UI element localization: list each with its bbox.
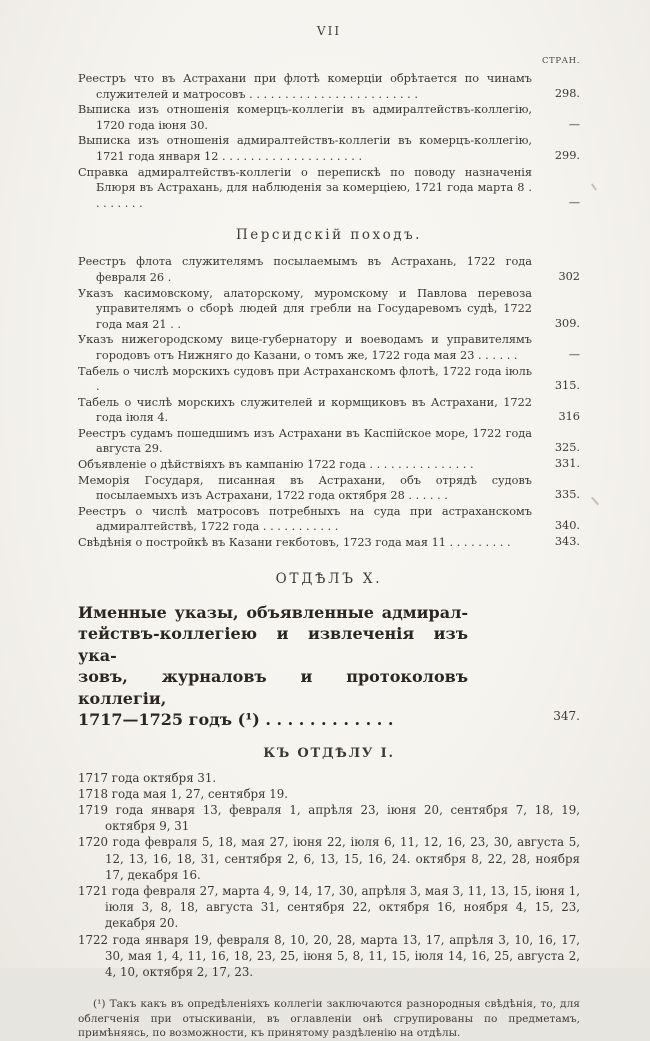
date-line: 1718 года мая 1, 27, сентября 19. (78, 786, 289, 801)
toc-entry (78, 254, 580, 285)
toc-entry-page: — (568, 117, 580, 131)
otdel-x-entry-line: Именные указы, объявленные адмирал- (78, 602, 468, 622)
toc-entry (78, 426, 580, 457)
toc-entry-page: 315. (554, 379, 580, 393)
footnote (78, 997, 580, 1041)
toc-entry-page: 316 (558, 410, 580, 424)
toc-top-list (78, 71, 580, 211)
toc-entry (78, 102, 580, 133)
pencil-mark-icon (591, 497, 599, 506)
toc-entry-text: Табель о числѣ морскихъ служителей и кормщиковъ въ Астрахани, 1722 года іюля 4. (78, 395, 532, 425)
toc-entry (78, 133, 580, 164)
otdel-x-entry-line: зовъ, журналовъ и протоколовъ коллегіи, (78, 667, 468, 708)
toc-entry-text: Реестръ флота служителямъ посылаемымъ въ Астрахань, 1722 года февраля 26 . (78, 255, 532, 284)
toc-entry-page: 299. (554, 148, 580, 162)
pencil-mark-icon (591, 183, 597, 191)
toc-entry-text: Реестръ судамъ пошедшимъ изъ Астрахани въ Каспійское море, 1722 года августа 29. (78, 426, 532, 456)
toc-entry-text: Указъ нижегородскому вице-губернатору и воеводамъ и управителямъ городовъ отъ Нижняго до Казани, о томъ же, 1722 года мая 23 . . . . . . (78, 333, 532, 362)
toc-entry (78, 364, 580, 395)
page-folio: VII (316, 24, 342, 38)
toc-entry-page: 309. (554, 316, 580, 330)
persian-campaign-list (78, 254, 580, 550)
date-line: 1720 года февраля 5, 18, мая 27, іюня 22, іюля 6, 11, 12, 16, 23, 30, августа 5, 12, 13, 16, 18, 31, сентября 2, 6, 13, 15, 16, 24. октября 8, 22, 28, ноября 17, декабря 16. (78, 835, 580, 882)
toc-entry-text: Выписка изъ отношенія адмиралтействъ-коллегіи въ комерцъ-коллегію, 1721 года января 12 . . . . . . . . . . . . . . . . . . . . (78, 134, 532, 163)
k-otdelu-heading: КЪ ОТДѢЛУ I. (263, 745, 395, 761)
toc-entry-text: Выписка изъ отношенія комерцъ-коллегіи въ адмиралтействъ-коллегію, 1720 года іюня 30. (78, 103, 532, 132)
persian-campaign-heading: Персидскій походъ. (236, 227, 422, 244)
toc-entry (78, 71, 580, 102)
toc-entry-text: Объявленіе о дѣйствіяхъ въ кампанію 1722 года . . . . . . . . . . . . . . . (78, 458, 474, 472)
toc-entry-page: 325. (554, 441, 580, 455)
otdel-x-heading: ОТДѢЛЪ X. (275, 570, 383, 587)
otdel-x-entry-line: 1717—1725 годъ (¹) . . . . . . . . . . . . (78, 710, 394, 730)
k-otdelu-dates (78, 770, 580, 981)
toc-entry-text: Меморія Государя, писанная въ Астрахани, объ отрядѣ судовъ посылаемыхъ изъ Астрахани, 1722 года октября 28 . . . . . . (78, 473, 532, 503)
toc-entry-page: 335. (554, 488, 580, 502)
toc-entry-text: Реестръ что въ Астрахани при флотѣ комерціи обрѣтается по чинамъ служителей и матросовъ . . . . . . . . . . . . . . . . . . . . . . . . (78, 72, 532, 101)
toc-entry (78, 457, 580, 473)
toc-entry (78, 165, 580, 212)
toc-entry (78, 332, 580, 363)
toc-entry-page: — (568, 347, 580, 361)
toc-entry-text: Справка адмиралтействъ-коллегіи о перепискѣ по поводу назначенія Блюря въ Астрахань, для наблюденія за комерціею, 1721 года марта 8 . . . . . . . . (78, 165, 532, 210)
toc-entry-page: 331. (554, 457, 580, 471)
page-number-column-label: СТРАН. (541, 56, 580, 66)
toc-entry-text: Табель о числѣ морскихъ судовъ при Астраханскомъ флотѣ, 1722 года іюль . (78, 364, 532, 394)
toc-entry-page: 302 (558, 269, 580, 283)
date-line: 1722 года января 19, февраля 8, 10, 20, 28, марта 13, 17, апрѣля 3, 10, 16, 17, 30, мая 1, 4, 11, 16, 18, 23, 25, іюня 5, 8, 11, 15, іюля 14, 16, 25, августа 2, 4, 10, октября 2, 17, 23. (78, 932, 580, 980)
date-line: 1719 года января 13, февраля 1, апрѣля 23, іюня 20, сентября 7, 18, 19, октября 9, 31 (78, 803, 580, 834)
toc-entry (78, 473, 580, 504)
toc-entry (78, 395, 580, 426)
toc-entry-text: Указъ касимовскому, алаторскому, муромскому и Павлова перевоза управителямъ о сборѣ людей для гребли на Государевомъ судѣ, 1722 года мая 21 . . (78, 286, 532, 331)
toc-entry (78, 535, 580, 551)
toc-entry-text: Реестръ о числѣ матросовъ потребныхъ на суда при астраханскомъ адмиралтействѣ, 1722 года . . . . . . . . . . . (78, 504, 532, 534)
otdel-x-lines (78, 602, 468, 731)
toc-entry-page: 343. (554, 535, 580, 549)
toc-entry-text: Свѣдѣнія о постройкѣ въ Казани гекботовъ, 1723 года мая 11 . . . . . . . . . (78, 536, 511, 550)
toc-entry (78, 286, 580, 333)
toc-entry-page: 298. (554, 86, 580, 100)
otdel-x-entry (78, 602, 580, 731)
footnote-text: (¹) Такъ какъ въ опредѣленіяхъ коллегіи заключаются разнородныя свѣдѣнія, то, для облегченія при отыскиваніи, въ оглавленіи онѣ сгрупированы по предметамъ, примѣняясь, по возможности, къ принятому раздѣленію на отдѣлы. (78, 998, 580, 1040)
otdel-x-entry-page: 347. (553, 709, 580, 724)
date-line: 1717 года октября 31. (78, 770, 217, 785)
otdel-x-entry-line: тействъ-коллегіею и извлеченія изъ ука- (78, 624, 468, 665)
toc-entry-page: — (568, 195, 580, 209)
toc-entry (78, 504, 580, 535)
date-line: 1721 года февраля 27, марта 4, 9, 14, 17, 30, апрѣля 3, мая 3, 11, 13, 15, іюня 1, іюля 3, 8, 18, августа 31, сентября 22, октября 16, ноября 4, 15, 23, декабря 20. (78, 884, 580, 931)
page-content (78, 24, 580, 1041)
toc-entry-page: 340. (554, 519, 580, 533)
